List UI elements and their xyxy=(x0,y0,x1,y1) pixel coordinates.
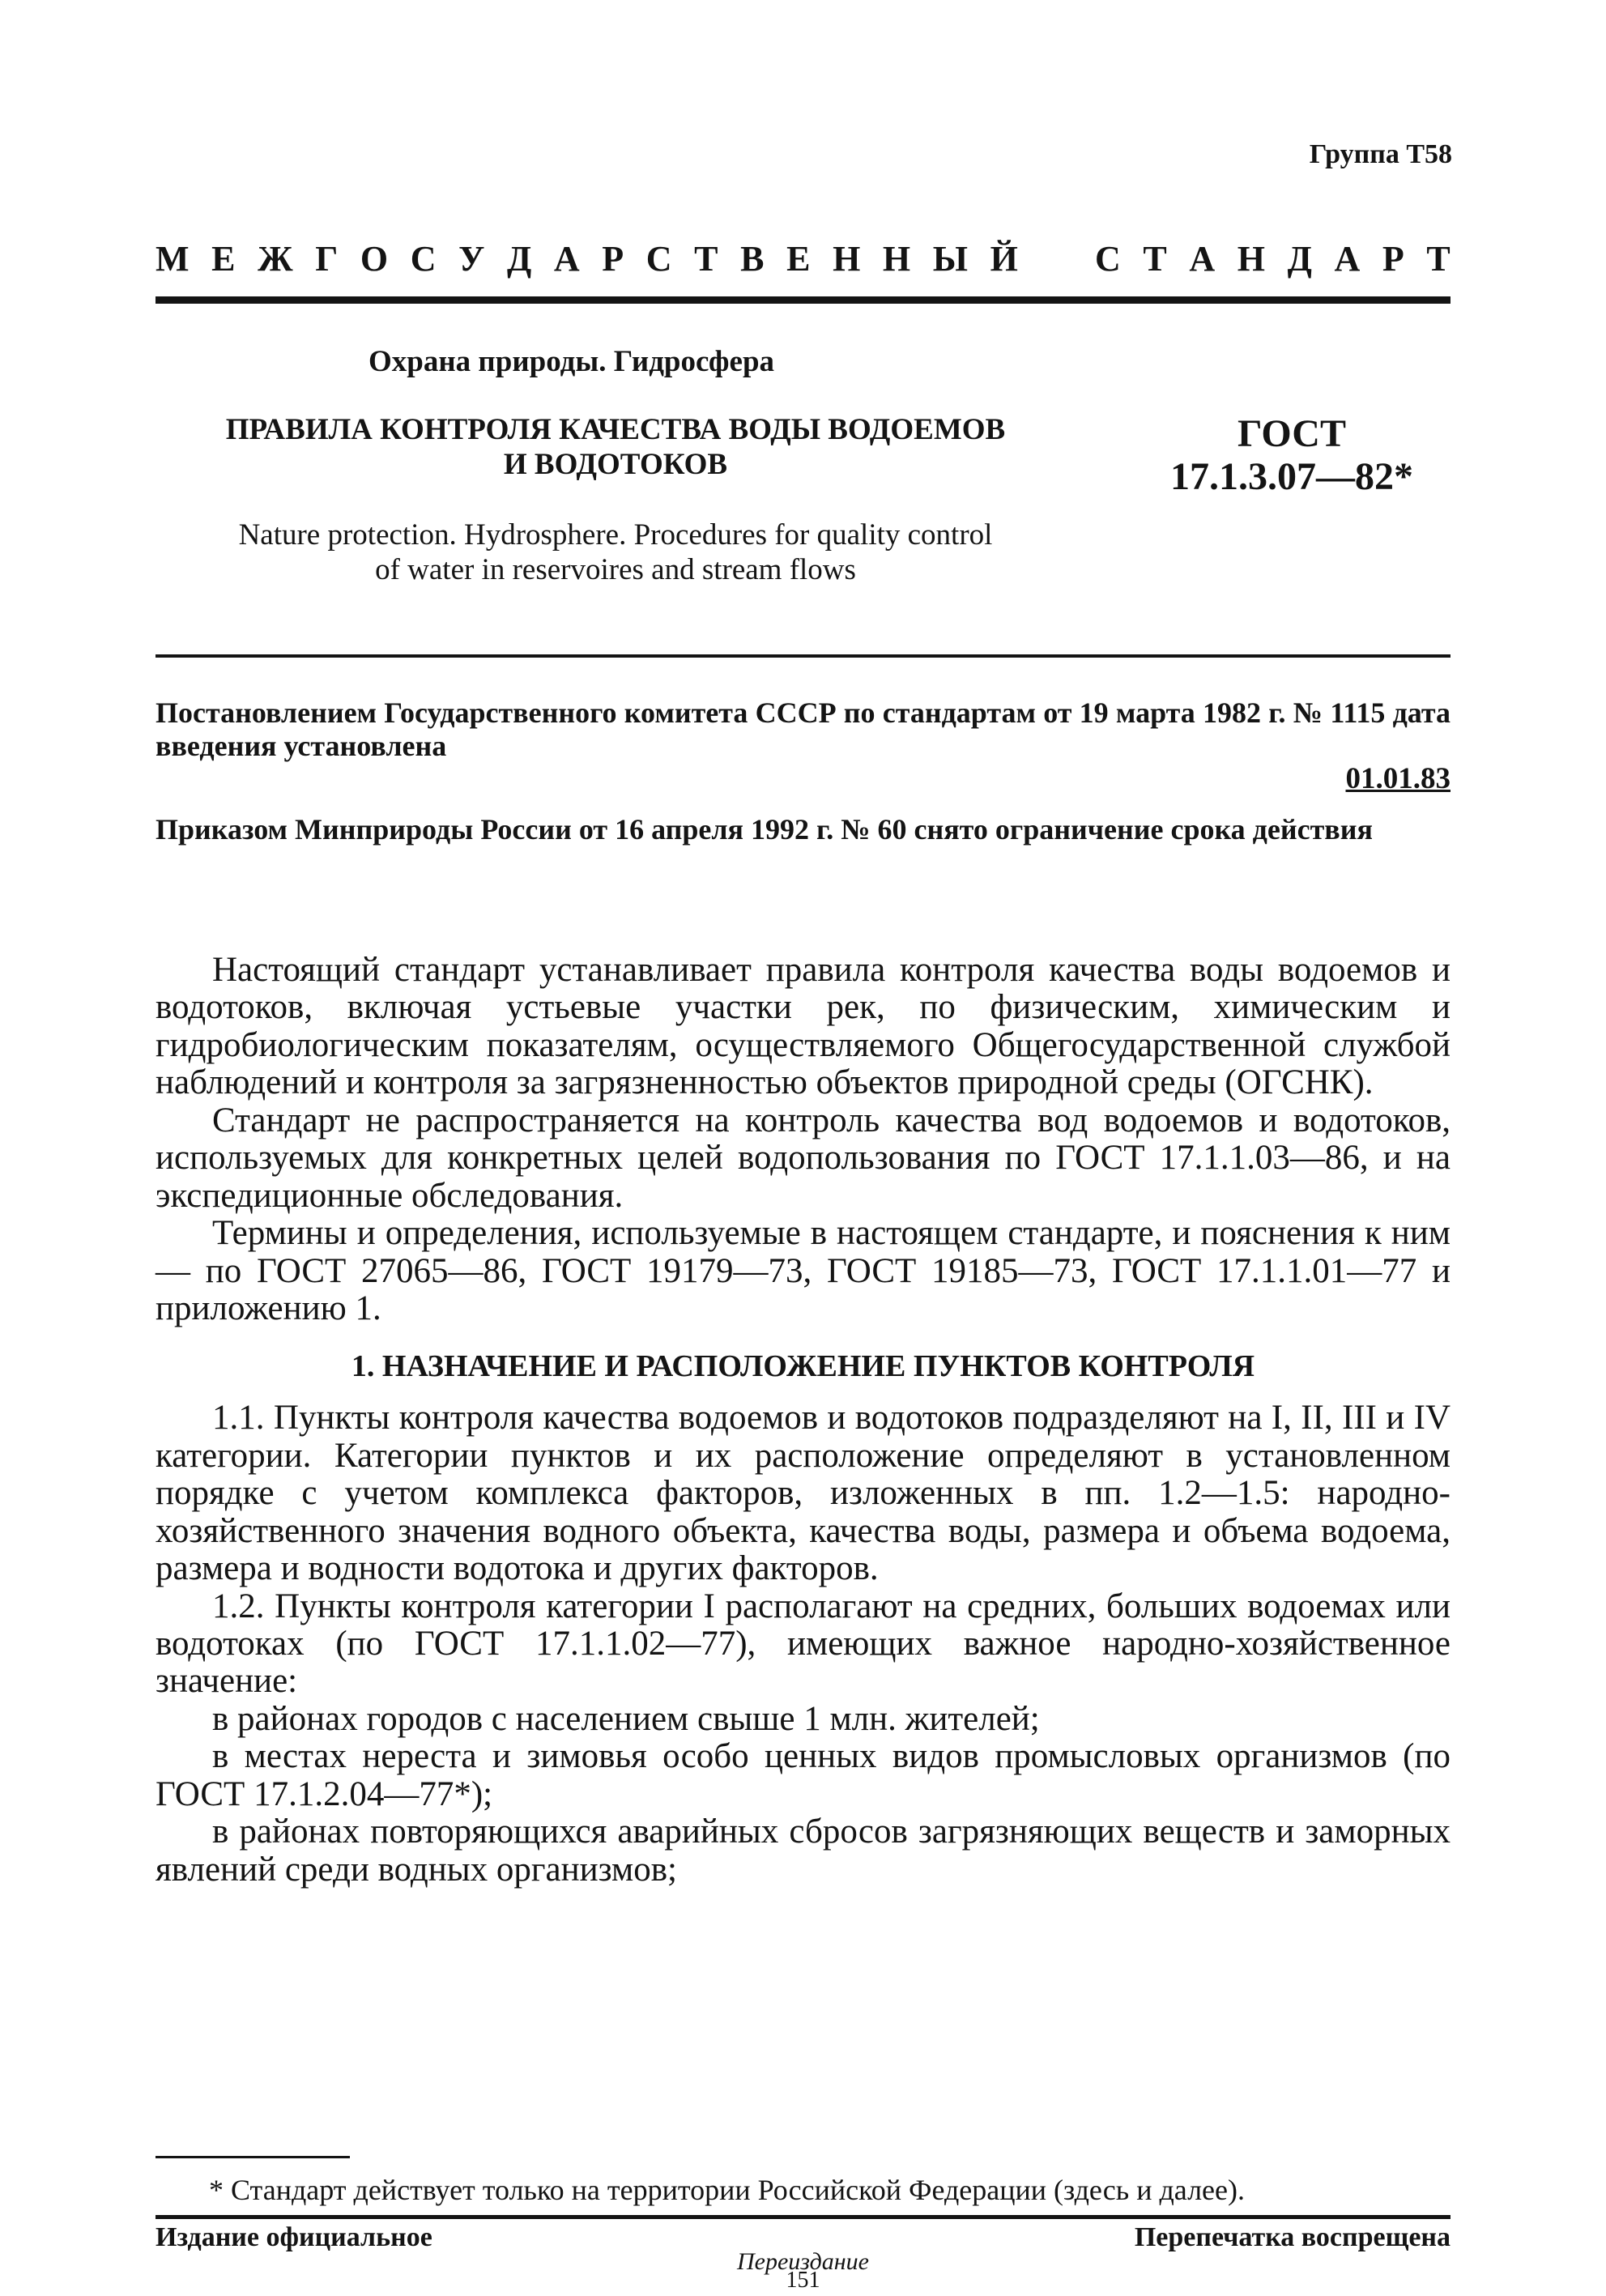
effective-date: 01.01.83 xyxy=(1345,762,1451,795)
reprint-prohibited-label: Перепечатка воспрещена xyxy=(1134,2222,1451,2252)
footnote: * Стандарт действует только на территории Российской Федерации (здесь и далее). xyxy=(209,2174,1245,2206)
english-title: Nature protection. Hydrosphere. Procedures for quality control of water in reservoires and stream flows xyxy=(238,518,993,586)
paragraph: Стандарт не распространяется на контроль качества вод водоемов и водотоков, используемых для конкретных целей водопользования по ГОСТ 17.1.1.03—86, и на экспедиционные обследования. xyxy=(155,1101,1451,1215)
order-text: Приказом Минприроды России от 16 апреля 1992 г. № 60 снято ограничение срока действия xyxy=(155,813,1373,846)
footer-rule xyxy=(155,2215,1451,2219)
list-item: в местах нереста и зимовья особо ценных видов промысловых организмов (по ГОСТ 17.1.2.04—77*); xyxy=(155,1737,1451,1813)
title-rule xyxy=(155,654,1451,658)
page-number: 151 xyxy=(786,2268,820,2293)
paragraph: Термины и определения, используемые в настоящем стандарте, и пояснения к ним — по ГОСТ 27065—86, ГОСТ 19179—73, ГОСТ 19185—73, ГОСТ 17.1.1.01—77 и приложению 1. xyxy=(155,1214,1451,1327)
section-heading: 1. НАЗНАЧЕНИЕ И РАСПОЛОЖЕНИЕ ПУНКТОВ КОНТРОЛЯ xyxy=(351,1349,1255,1384)
list-item: в районах повторяющихся аварийных сбросов загрязняющих веществ и заморных явлений среди водных организмов; xyxy=(155,1813,1451,1889)
paragraph: 1.1. Пункты контроля качества водоемов и водотоков подразделяют на I, II, III и IV категории. Категории пунктов и их расположение определяют в установленном порядке с учетом комплекса факторов, изложенных в пп. 1.2—1.5: народно-хозяйственного значения водного объекта, качества воды, размера и объема водоема, размера и водности водотока и других факторов. xyxy=(155,1399,1451,1588)
header-rule xyxy=(155,296,1451,304)
paragraph: 1.2. Пункты контроля категории I располагают на средних, больших водоемах или водотоках (по ГОСТ 17.1.1.02—77), имеющих важное народно-хозяйственное значение: xyxy=(155,1587,1451,1701)
reissue-label: Переиздание xyxy=(737,2248,869,2275)
group-code: Группа Т58 xyxy=(1309,139,1452,169)
paragraph: Настоящий стандарт устанавливает правила контроля качества воды водоемов и водотоков, включая устьевые участки рек, по физическим, химическим и гидробиологическим показателям, осуществляемого Общегосударственной службой наблюдений и контроля за загрязненностью объектов природной среды (ОГСНК). xyxy=(155,951,1451,1102)
decree-text: Постановлением Государственного комитета СССР по стандартам от 19 марта 1982 г. № 1115 дата введения установлена xyxy=(155,696,1451,763)
gost-designation: ГОСТ 17.1.3.07—82* xyxy=(1170,412,1413,498)
official-edition-label: Издание официальное xyxy=(155,2222,432,2252)
subject-line: Охрана природы. Гидросфера xyxy=(368,345,775,378)
footnote-rule xyxy=(155,2156,350,2158)
list-item: в районах городов с населением свыше 1 млн. жителей; xyxy=(212,1699,1040,1738)
document-title: ПРАВИЛА КОНТРОЛЯ КАЧЕСТВА ВОДЫ ВОДОЕМОВ И ВОДОТОКОВ xyxy=(225,413,1006,481)
interstate-standard-banner: М Е Ж Г О С У Д А Р С Т В Е Н Н Ы Й С Т А Н Д А Р Т xyxy=(155,239,1451,279)
document-body xyxy=(155,952,1451,1889)
